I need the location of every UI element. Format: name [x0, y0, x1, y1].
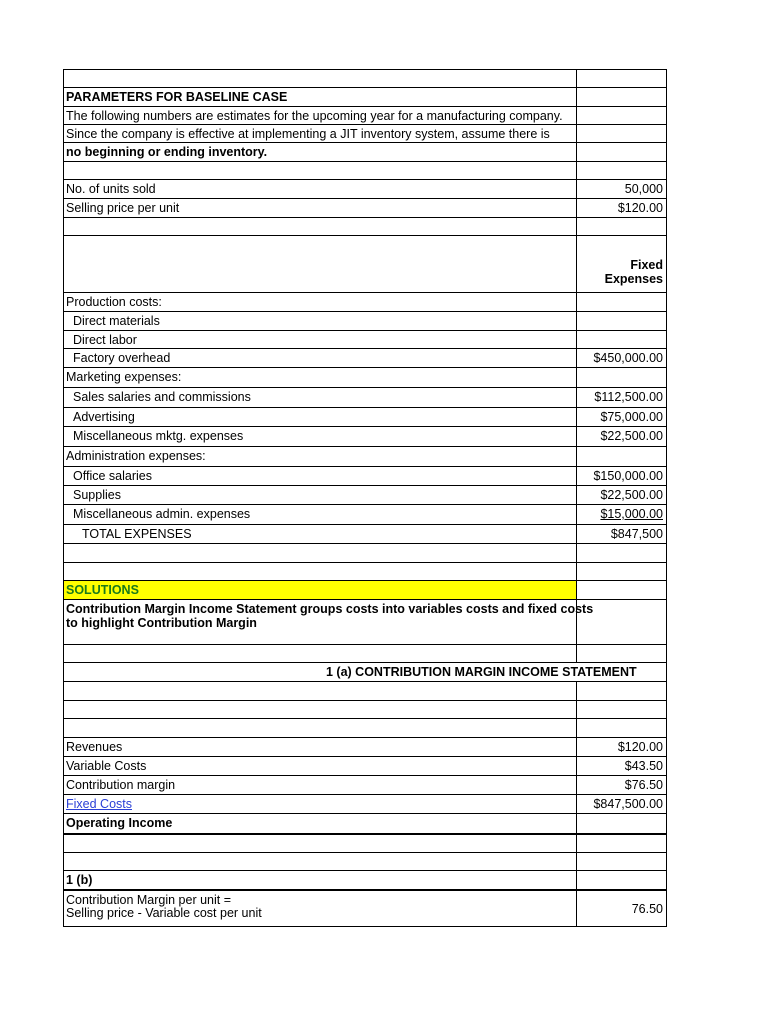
fixed-costs-value[interactable]: $847,500.00	[576, 795, 667, 813]
cell[interactable]	[63, 236, 577, 292]
params-line-1[interactable]: The following numbers are estimates for the upcoming year for a manufacturing company.	[63, 107, 577, 124]
misc-mktg-label[interactable]: Miscellaneous mktg. expenses	[63, 427, 577, 446]
contribution-margin-value[interactable]: $76.50	[576, 776, 667, 794]
part-b-label[interactable]: 1 (b)	[63, 871, 577, 889]
sheet-row	[63, 835, 667, 853]
cell[interactable]	[576, 719, 667, 737]
cm-per-unit-line-2: Selling price - Variable cost per unit	[66, 906, 262, 920]
sheet-row	[63, 738, 667, 757]
fixed-costs-cell[interactable]	[63, 795, 577, 813]
sheet-row	[63, 408, 667, 427]
cm-per-unit-number: 76.50	[631, 901, 663, 916]
sheet-row	[63, 293, 667, 312]
params-line-3[interactable]: no beginning or ending inventory.	[63, 143, 577, 161]
cm-per-unit-value[interactable]	[576, 891, 667, 926]
cell[interactable]	[576, 331, 667, 348]
sheet-row	[63, 107, 667, 125]
cell[interactable]	[576, 312, 667, 330]
office-salaries-value[interactable]: $150,000.00	[576, 467, 667, 485]
sheet-row	[63, 853, 667, 871]
params-line-2[interactable]: Since the company is effective at implementing a JIT inventory system, assume there is	[63, 125, 577, 142]
cell[interactable]	[576, 70, 667, 87]
cell[interactable]	[576, 835, 667, 852]
cell[interactable]	[63, 701, 577, 718]
sheet-row	[63, 719, 667, 738]
sheet-row	[63, 795, 667, 814]
cell[interactable]	[576, 125, 667, 142]
sheet-row	[63, 218, 667, 236]
supplies-value[interactable]: $22,500.00	[576, 486, 667, 504]
cell[interactable]	[63, 544, 577, 562]
params-title[interactable]: PARAMETERS FOR BASELINE CASE	[63, 88, 577, 106]
advertising-label[interactable]: Advertising	[63, 408, 577, 426]
cm-per-unit-formula[interactable]	[63, 891, 577, 926]
revenues-label[interactable]: Revenues	[63, 738, 577, 756]
units-sold-label[interactable]: No. of units sold	[63, 180, 577, 198]
solutions-description[interactable]	[63, 600, 594, 644]
cell[interactable]	[63, 218, 577, 235]
marketing-expenses-label[interactable]: Marketing expenses:	[63, 368, 577, 387]
cell[interactable]	[576, 107, 667, 124]
misc-mktg-value[interactable]: $22,500.00	[576, 427, 667, 446]
total-expenses-label[interactable]: TOTAL EXPENSES	[63, 525, 577, 543]
selling-price-value[interactable]: $120.00	[576, 199, 667, 217]
production-costs-label[interactable]: Production costs:	[63, 293, 577, 311]
solutions-desc-line-1: Contribution Margin Income Statement groups costs into variables costs and fixed costs	[66, 602, 594, 616]
operating-income-value[interactable]	[576, 814, 667, 833]
fixed-expenses-header[interactable]	[576, 236, 667, 292]
sheet-row	[63, 349, 667, 368]
sheet-row	[63, 447, 667, 467]
cell[interactable]	[63, 563, 577, 580]
units-sold-value[interactable]: 50,000	[576, 180, 667, 198]
cell[interactable]	[576, 162, 667, 179]
direct-materials-label[interactable]: Direct materials	[63, 312, 577, 330]
cell[interactable]	[576, 645, 667, 662]
cell[interactable]	[576, 853, 667, 870]
cell[interactable]	[576, 581, 667, 599]
sheet-row	[63, 486, 667, 505]
total-expenses-value[interactable]: $847,500	[576, 525, 667, 543]
cell[interactable]	[63, 162, 577, 179]
advertising-value[interactable]: $75,000.00	[576, 408, 667, 426]
sheet-row	[63, 581, 667, 600]
variable-costs-label[interactable]: Variable Costs	[63, 757, 577, 775]
cell[interactable]	[576, 563, 667, 580]
cell[interactable]	[63, 853, 577, 870]
sales-salaries-value[interactable]: $112,500.00	[576, 388, 667, 407]
sheet-row	[63, 600, 667, 645]
cm-income-statement-title[interactable]: 1 (a) CONTRIBUTION MARGIN INCOME STATEMENT	[63, 663, 667, 681]
cm-per-unit-line-1: Contribution Margin per unit =	[66, 893, 232, 907]
cell[interactable]	[576, 682, 667, 700]
sheet-row	[63, 143, 667, 162]
cell[interactable]	[63, 682, 577, 700]
spreadsheet	[63, 69, 667, 927]
cell[interactable]	[576, 293, 667, 311]
cell[interactable]	[63, 835, 577, 852]
sheet-row	[63, 505, 667, 525]
administration-expenses-label[interactable]: Administration expenses:	[63, 447, 577, 466]
cell[interactable]	[576, 871, 667, 889]
sheet-row	[63, 199, 667, 218]
cell[interactable]	[63, 645, 577, 662]
sheet-row	[63, 388, 667, 408]
misc-admin-value[interactable]: $15,000.00	[576, 505, 667, 524]
sheet-row	[63, 368, 667, 388]
sheet-row	[63, 312, 667, 331]
supplies-label[interactable]: Supplies	[63, 486, 577, 504]
sheet-row	[63, 331, 667, 349]
sheet-row	[63, 682, 667, 701]
sheet-row	[63, 88, 667, 107]
sheet-row	[63, 663, 667, 682]
sheet-row	[63, 525, 667, 544]
sheet-row	[63, 427, 667, 447]
sales-salaries-label[interactable]: Sales salaries and commissions	[63, 388, 577, 407]
sheet-row	[63, 467, 667, 486]
sheet-row	[63, 757, 667, 776]
direct-labor-label[interactable]: Direct labor	[63, 331, 577, 348]
office-salaries-label[interactable]: Office salaries	[63, 467, 577, 485]
solutions-label[interactable]: SOLUTIONS	[63, 581, 577, 599]
selling-price-label[interactable]: Selling price per unit	[63, 199, 577, 217]
solutions-desc-line-2: to highlight Contribution Margin	[66, 616, 257, 630]
sheet-row	[63, 162, 667, 180]
cell[interactable]	[576, 701, 667, 718]
cell[interactable]	[576, 218, 667, 235]
revenues-value[interactable]: $120.00	[576, 738, 667, 756]
factory-overhead-label[interactable]: Factory overhead	[63, 349, 577, 367]
sheet-row	[63, 180, 667, 199]
variable-costs-value[interactable]: $43.50	[576, 757, 667, 775]
sheet-row	[63, 563, 667, 581]
cell[interactable]	[63, 719, 577, 737]
sheet-row	[63, 871, 667, 891]
sheet-row	[63, 236, 667, 293]
sheet-row	[63, 69, 667, 88]
operating-income-label[interactable]: Operating Income	[63, 814, 577, 833]
sheet-row	[63, 891, 667, 927]
cell[interactable]	[576, 544, 667, 562]
fixed-header-line-2: Expenses	[604, 272, 663, 286]
sheet-row	[63, 814, 667, 835]
cell[interactable]	[576, 143, 667, 161]
fixed-header-line-1: Fixed	[630, 258, 663, 272]
cell[interactable]	[576, 600, 667, 644]
sheet-row	[63, 645, 667, 663]
sheet-row	[63, 125, 667, 143]
contribution-margin-label[interactable]: Contribution margin	[63, 776, 577, 794]
cell[interactable]	[576, 88, 667, 106]
cell[interactable]	[576, 447, 667, 466]
cell[interactable]	[63, 70, 577, 87]
fixed-costs-link[interactable]: Fixed Costs	[66, 797, 132, 811]
factory-overhead-value[interactable]: $450,000.00	[576, 349, 667, 367]
misc-admin-label[interactable]: Miscellaneous admin. expenses	[63, 505, 577, 524]
sheet-row	[63, 776, 667, 795]
sheet-row	[63, 701, 667, 719]
cell[interactable]	[576, 368, 667, 387]
sheet-row	[63, 544, 667, 563]
